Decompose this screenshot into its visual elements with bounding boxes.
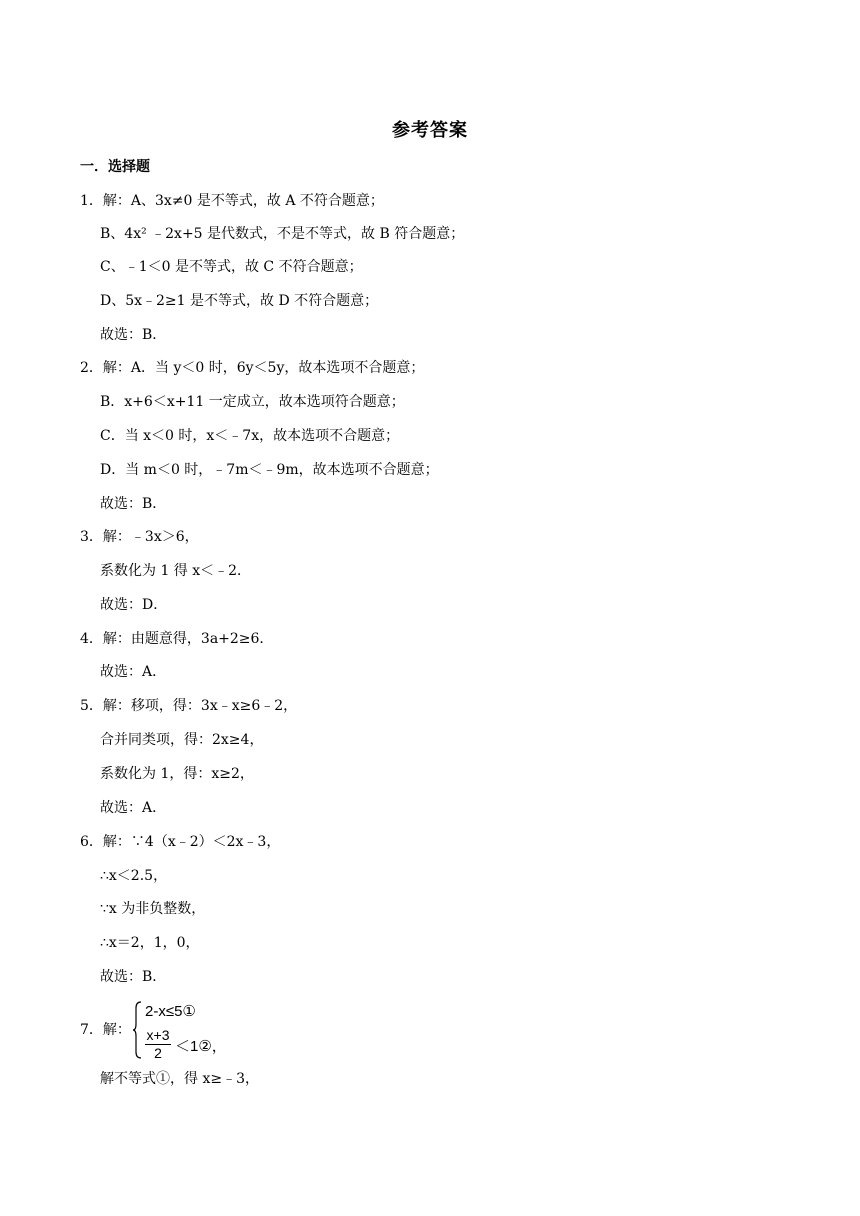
answer-line: 4．解：由题意得，3a+2≥6． xyxy=(80,631,274,647)
answer-line: 5．解：移项，得：3x﹣x≥6﹣2， xyxy=(80,698,298,714)
inequality-system xyxy=(133,1000,243,1060)
page-title: 参考答案 xyxy=(392,120,468,141)
inequality-1: 2-x≤5① xyxy=(145,1003,196,1020)
answer-line: ∴x＝2，1，0， xyxy=(100,935,200,951)
answer-line: 合并同类项，得：2x≥4， xyxy=(100,732,264,748)
answer-line: 解不等式①，得 x≥﹣3， xyxy=(100,1071,259,1087)
answer-line: 故选：A． xyxy=(100,664,167,680)
answer-line: D．当 m＜0 时，﹣7m＜﹣9m，故本选项不合题意； xyxy=(100,462,439,478)
answer-line: B、4x² ﹣2x+5 是代数式，不是不等式，故 B 符合题意； xyxy=(100,226,465,242)
answer-line: 7．解： xyxy=(80,1022,131,1038)
answer-line: 3．解：﹣3x＞6， xyxy=(80,529,199,545)
answer-line: B．x+6＜x+11 一定成立，故本选项符合题意； xyxy=(100,394,405,410)
brace-icon xyxy=(133,1000,143,1060)
inequality-2-rest: ＜1②， xyxy=(175,1038,227,1055)
fraction xyxy=(145,1028,171,1061)
fraction-denominator: 2 xyxy=(154,1045,162,1061)
answer-line: 系数化为 1，得：x≥2， xyxy=(100,766,254,782)
answer-line: 2．解：A．当 y＜0 时，6y＜5y，故本选项不合题意； xyxy=(80,360,425,376)
section-heading: 一．选择题 xyxy=(80,159,150,175)
answer-line: ∴x＜2.5， xyxy=(100,868,168,884)
answer-line: 系数化为 1 得 x＜﹣2． xyxy=(100,563,252,579)
answer-line: 故选：B． xyxy=(100,496,167,512)
answer-line: C、﹣1＜0 是不等式，故 C 不符合题意； xyxy=(100,259,363,275)
fraction-numerator: x+3 xyxy=(146,1027,170,1043)
answer-line: D、5x﹣2≥1 是不等式，故 D 不符合题意； xyxy=(100,293,379,309)
answer-line: 故选：D． xyxy=(100,597,168,613)
answer-line: 故选：A． xyxy=(100,800,167,816)
answer-line: 故选：B． xyxy=(100,969,167,985)
answer-line: 1．解：A、3x≠0 是不等式，故 A 不符合题意； xyxy=(80,193,384,209)
answer-line: C．当 x＜0 时，x＜﹣7x，故本选项不合题意； xyxy=(100,428,400,444)
answer-line: 6．解：∵4（x﹣2）＜2x﹣3， xyxy=(80,834,281,850)
answer-line: ∵x 为非负整数， xyxy=(100,901,206,917)
answer-line: 故选：B． xyxy=(100,327,167,343)
